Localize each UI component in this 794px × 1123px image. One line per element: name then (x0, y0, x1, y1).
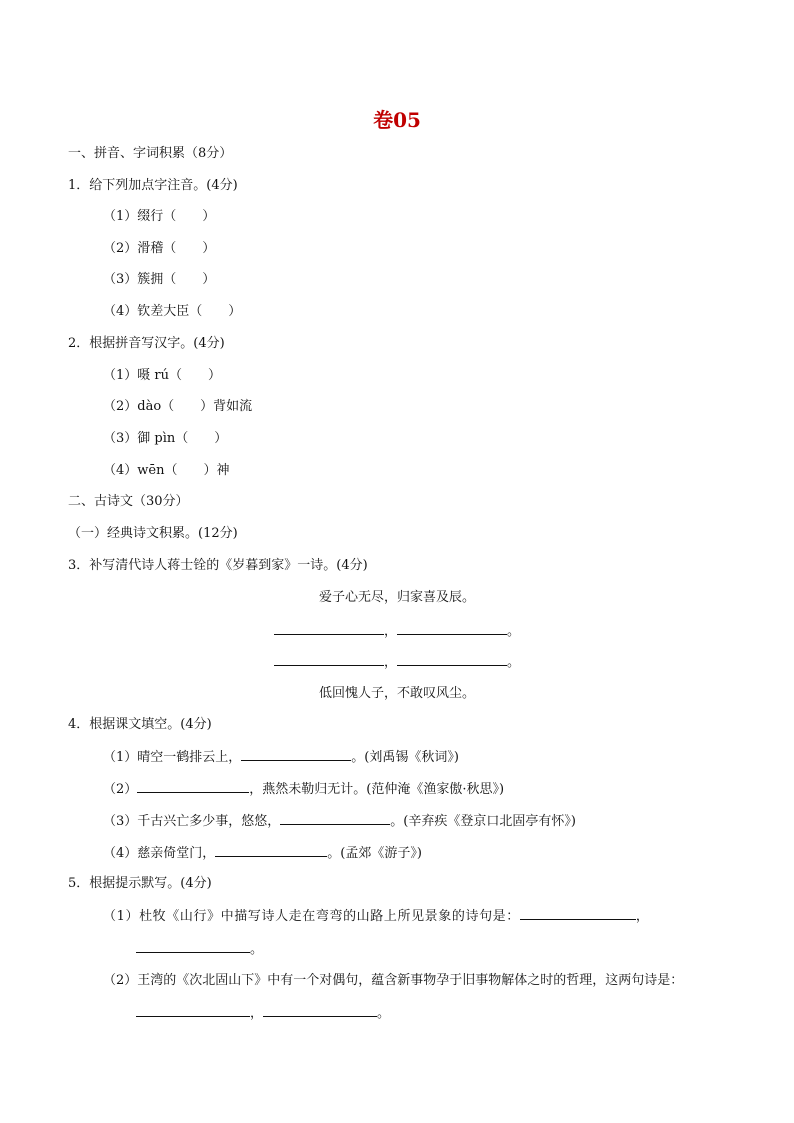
question-4-item-1: （1）晴空一鹤排云上， 。(刘禹锡《秋词》) (103, 750, 459, 765)
section-heading-1: 一、拼音、字词积累（8分） (68, 146, 233, 161)
poem-line-4: 低回愧人子，不敢叹风尘。 (318, 686, 475, 701)
question-4-item-4: （4）慈亲倚堂门， 。(孟郊《游子》) (103, 846, 422, 861)
question-2-item: （2）dào（ ）背如流 (103, 399, 253, 414)
section-heading-2: 二、古诗文（30分） (68, 494, 189, 509)
poem-line-1: 爱子心无尽，归家喜及辰。 (318, 590, 475, 605)
question-2-item: （3）御 pìn（ ） (103, 431, 228, 446)
question-2-stem: 2．根据拼音写汉字。(4分) (68, 336, 225, 351)
question-1-item: （4）钦差大臣（ ） (103, 304, 242, 319)
page-title: 卷05 (373, 108, 421, 132)
question-1-item: （2）滑稽（ ） (103, 241, 216, 256)
poem-blank-line-3: ， 。 (0, 653, 794, 672)
answer-blank[interactable] (137, 780, 249, 793)
answer-blank[interactable] (215, 844, 327, 857)
answer-blank[interactable] (263, 1004, 377, 1017)
question-3-stem: 3．补写清代诗人蒋士铨的《岁暮到家》一诗。(4分) (68, 558, 368, 573)
question-5-item-2: （2）王湾的《次北固山下》中有一个对偶句，蕴含新事物孕于旧事物解体之时的哲理，这两句诗是： (103, 973, 684, 988)
answer-blank[interactable] (397, 622, 507, 635)
question-4-item-2: （2） ，燕然未勒归无计。(范仲淹《渔家傲·秋思》) (103, 782, 505, 797)
question-5-item-1-cont: 。 (136, 940, 263, 959)
answer-blank[interactable] (241, 748, 351, 761)
question-1-stem: 1．给下列加点字注音。(4分) (68, 178, 238, 193)
answer-blank[interactable] (520, 907, 636, 920)
answer-blank[interactable] (280, 812, 390, 825)
answer-blank[interactable] (136, 940, 250, 953)
question-2-item: （4）wēn（ ）神 (103, 463, 230, 478)
question-1-item: （1）缀行（ ） (103, 209, 216, 224)
answer-blank[interactable] (397, 653, 507, 666)
question-5-item-2-cont: ， 。 (136, 1004, 390, 1023)
question-4-item-3: （3）千古兴亡多少事，悠悠， 。(辛弃疾《登京口北固亭有怀》) (103, 814, 576, 829)
question-1-item: （3）簇拥（ ） (103, 272, 216, 287)
poem-blank-line-2: ， 。 (0, 622, 794, 641)
subsection-heading: （一）经典诗文积累。(12分) (68, 526, 238, 541)
answer-blank[interactable] (274, 622, 384, 635)
answer-blank[interactable] (136, 1004, 250, 1017)
question-2-item: （1）嗫 rú（ ） (103, 368, 221, 383)
question-5-item-1: （1）杜牧《山行》中描写诗人走在弯弯的山路上所见景象的诗句是： ， (103, 909, 650, 924)
answer-blank[interactable] (274, 653, 384, 666)
question-4-stem: 4．根据课文填空。(4分) (68, 717, 212, 732)
question-5-stem: 5．根据提示默写。(4分) (68, 876, 212, 891)
